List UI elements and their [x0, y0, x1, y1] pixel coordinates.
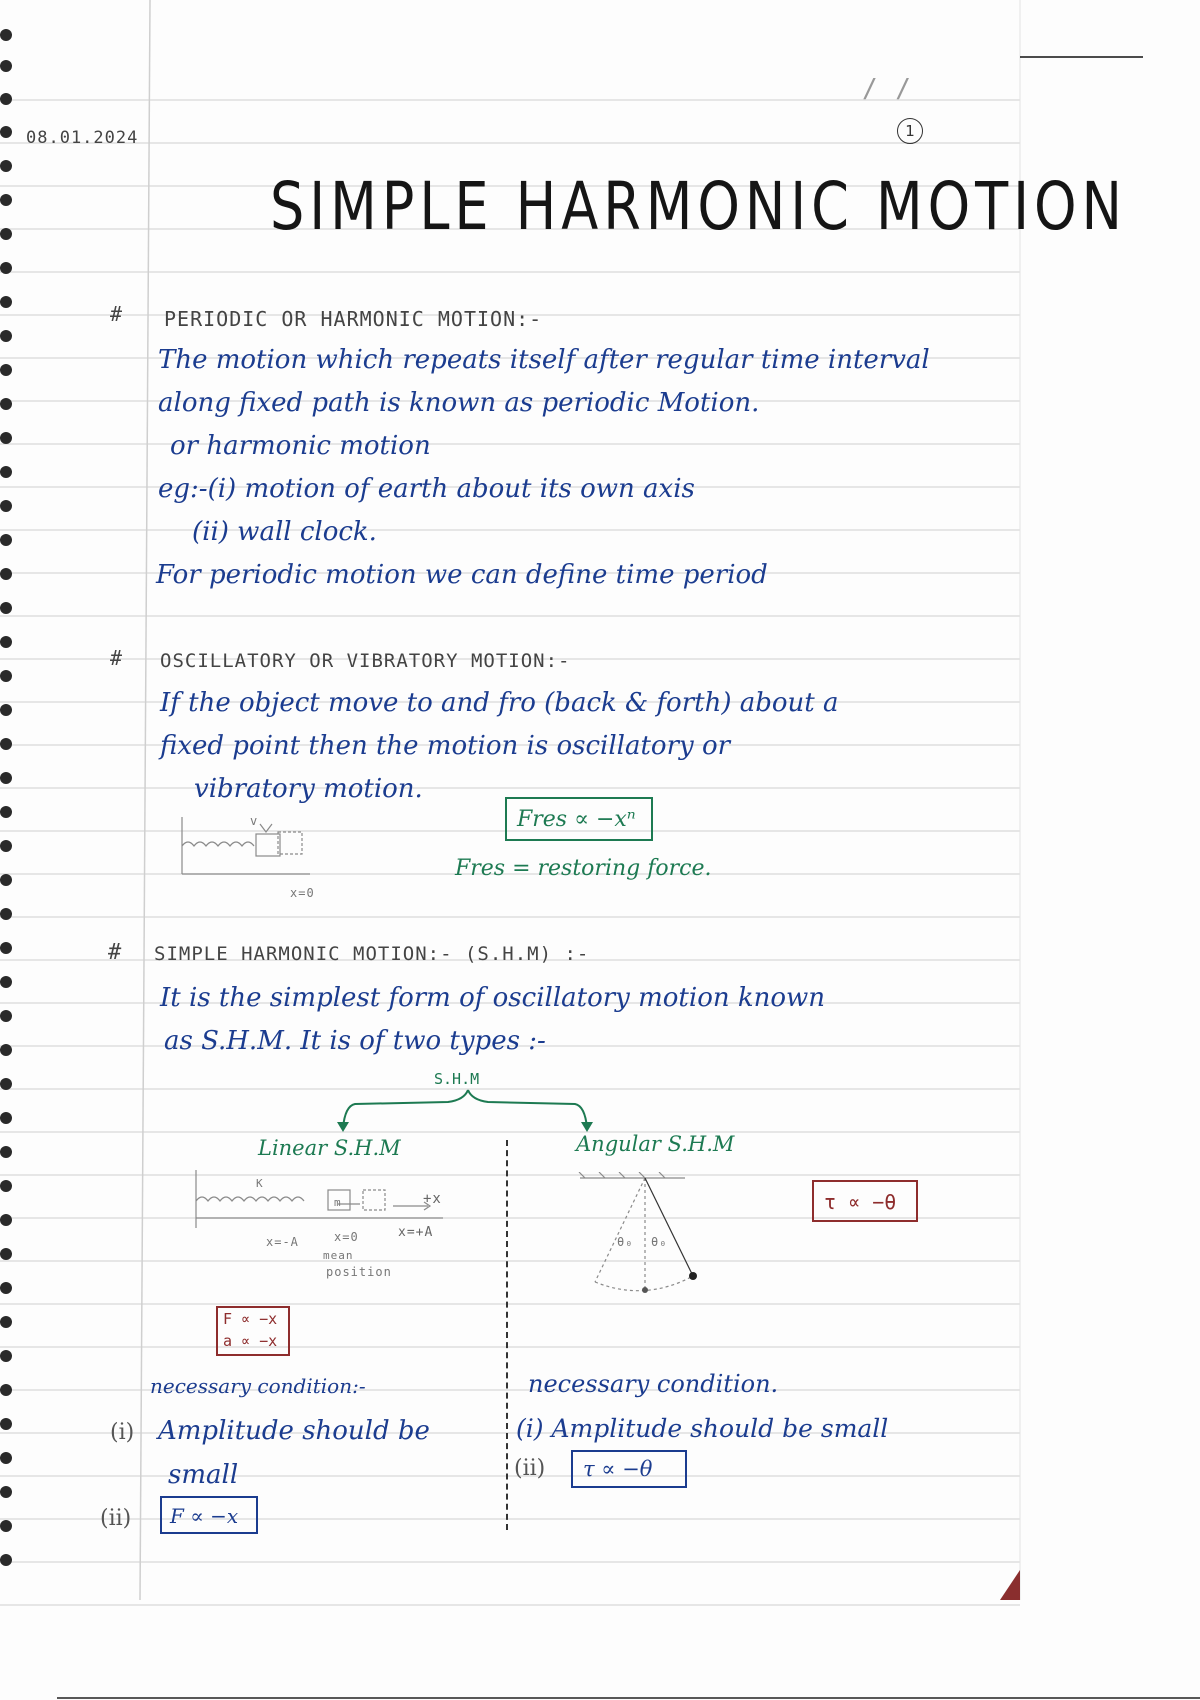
text-line: fixed point then the motion is oscillatory or: [160, 731, 731, 761]
page-number: 1: [897, 118, 923, 144]
torque-relation: τ ∝ −θ: [583, 1457, 653, 1481]
page-date-slots: / /: [862, 74, 912, 104]
condition-number: (i): [110, 1420, 135, 1445]
text-line: along fixed path is known as periodic Motion.: [158, 388, 760, 418]
linear-condition-1: Amplitude should be: [158, 1416, 430, 1446]
text-line: If the object move to and fro (back & forth) about a: [160, 688, 839, 718]
torque-relation: τ ∝ −θ: [824, 1190, 897, 1214]
zero-label: x=0: [334, 1230, 359, 1244]
formula-box: [505, 797, 653, 841]
linear-condition-2-box: [160, 1496, 258, 1534]
angular-formula-box: [812, 1180, 918, 1222]
date: 08.01.2024: [26, 128, 139, 148]
pendulum-sketch: [575, 1172, 705, 1302]
text-line: The motion which repeats itself after regular time interval: [158, 345, 930, 375]
angular-condition-1: (i) Amplitude should be small: [516, 1414, 889, 1443]
linear-condition-1-cont: small: [168, 1460, 239, 1490]
spring-constant-label: K: [256, 1177, 264, 1190]
angular-condition-2-box: [571, 1450, 687, 1488]
section-marker: #: [110, 646, 124, 670]
text-line: (ii) wall clock.: [192, 517, 377, 547]
section-heading: SIMPLE HARMONIC MOTION:- (S.H.M) :-: [154, 943, 590, 965]
condition-number: (ii): [514, 1456, 546, 1481]
position-label: position: [326, 1265, 392, 1279]
angular-shm-title: Angular S.H.M: [576, 1132, 735, 1156]
tree-branches: [325, 1088, 605, 1138]
mean-label: mean: [323, 1249, 354, 1262]
mass-label: m: [334, 1196, 342, 1209]
positive-x-label: +x: [423, 1191, 442, 1207]
force-relation: F ∝ −x: [223, 1310, 278, 1328]
linear-formula-box: [216, 1306, 290, 1356]
text-line: It is the simplest form of oscillatory motion known: [160, 983, 826, 1013]
page-title: SIMPLE HARMONIC MOTION: [270, 168, 1127, 245]
text-line: For periodic motion we can define time period: [156, 560, 768, 590]
mean-position-label: x=0: [290, 886, 315, 900]
angular-condition-heading: necessary condition.: [528, 1370, 779, 1398]
section-heading: OSCILLATORY OR VIBRATORY MOTION:-: [160, 650, 571, 672]
section-marker: #: [110, 302, 124, 326]
theta-label: θ₀: [651, 1235, 668, 1249]
tree-root-label: S.H.M: [434, 1070, 480, 1088]
text-line: as S.H.M. It is of two types :-: [164, 1026, 546, 1056]
velocity-label: v: [250, 814, 259, 828]
acceleration-relation: a ∝ −x: [223, 1332, 278, 1350]
theta-label: θ₀: [617, 1235, 634, 1249]
text-line: or harmonic motion: [170, 431, 431, 461]
force-relation: F ∝ −x: [170, 1504, 239, 1528]
linear-shm-title: Linear S.H.M: [258, 1136, 401, 1160]
positive-amplitude-label: x=+A: [398, 1225, 434, 1240]
text-line: eg:-(i) motion of earth about its own axis: [158, 474, 695, 504]
negative-amplitude-label: x=-A: [266, 1235, 299, 1249]
condition-number: (ii): [100, 1506, 132, 1531]
formula-text: Fres ∝ −xⁿ: [517, 807, 636, 832]
text-line: vibratory motion.: [194, 774, 423, 804]
section-marker: #: [108, 940, 123, 965]
section-heading: PERIODIC OR HARMONIC MOTION:-: [164, 307, 543, 331]
column-divider: [506, 1140, 508, 1530]
formula-note: Fres = restoring force.: [455, 856, 712, 881]
linear-condition-heading: necessary condition:-: [150, 1374, 366, 1398]
